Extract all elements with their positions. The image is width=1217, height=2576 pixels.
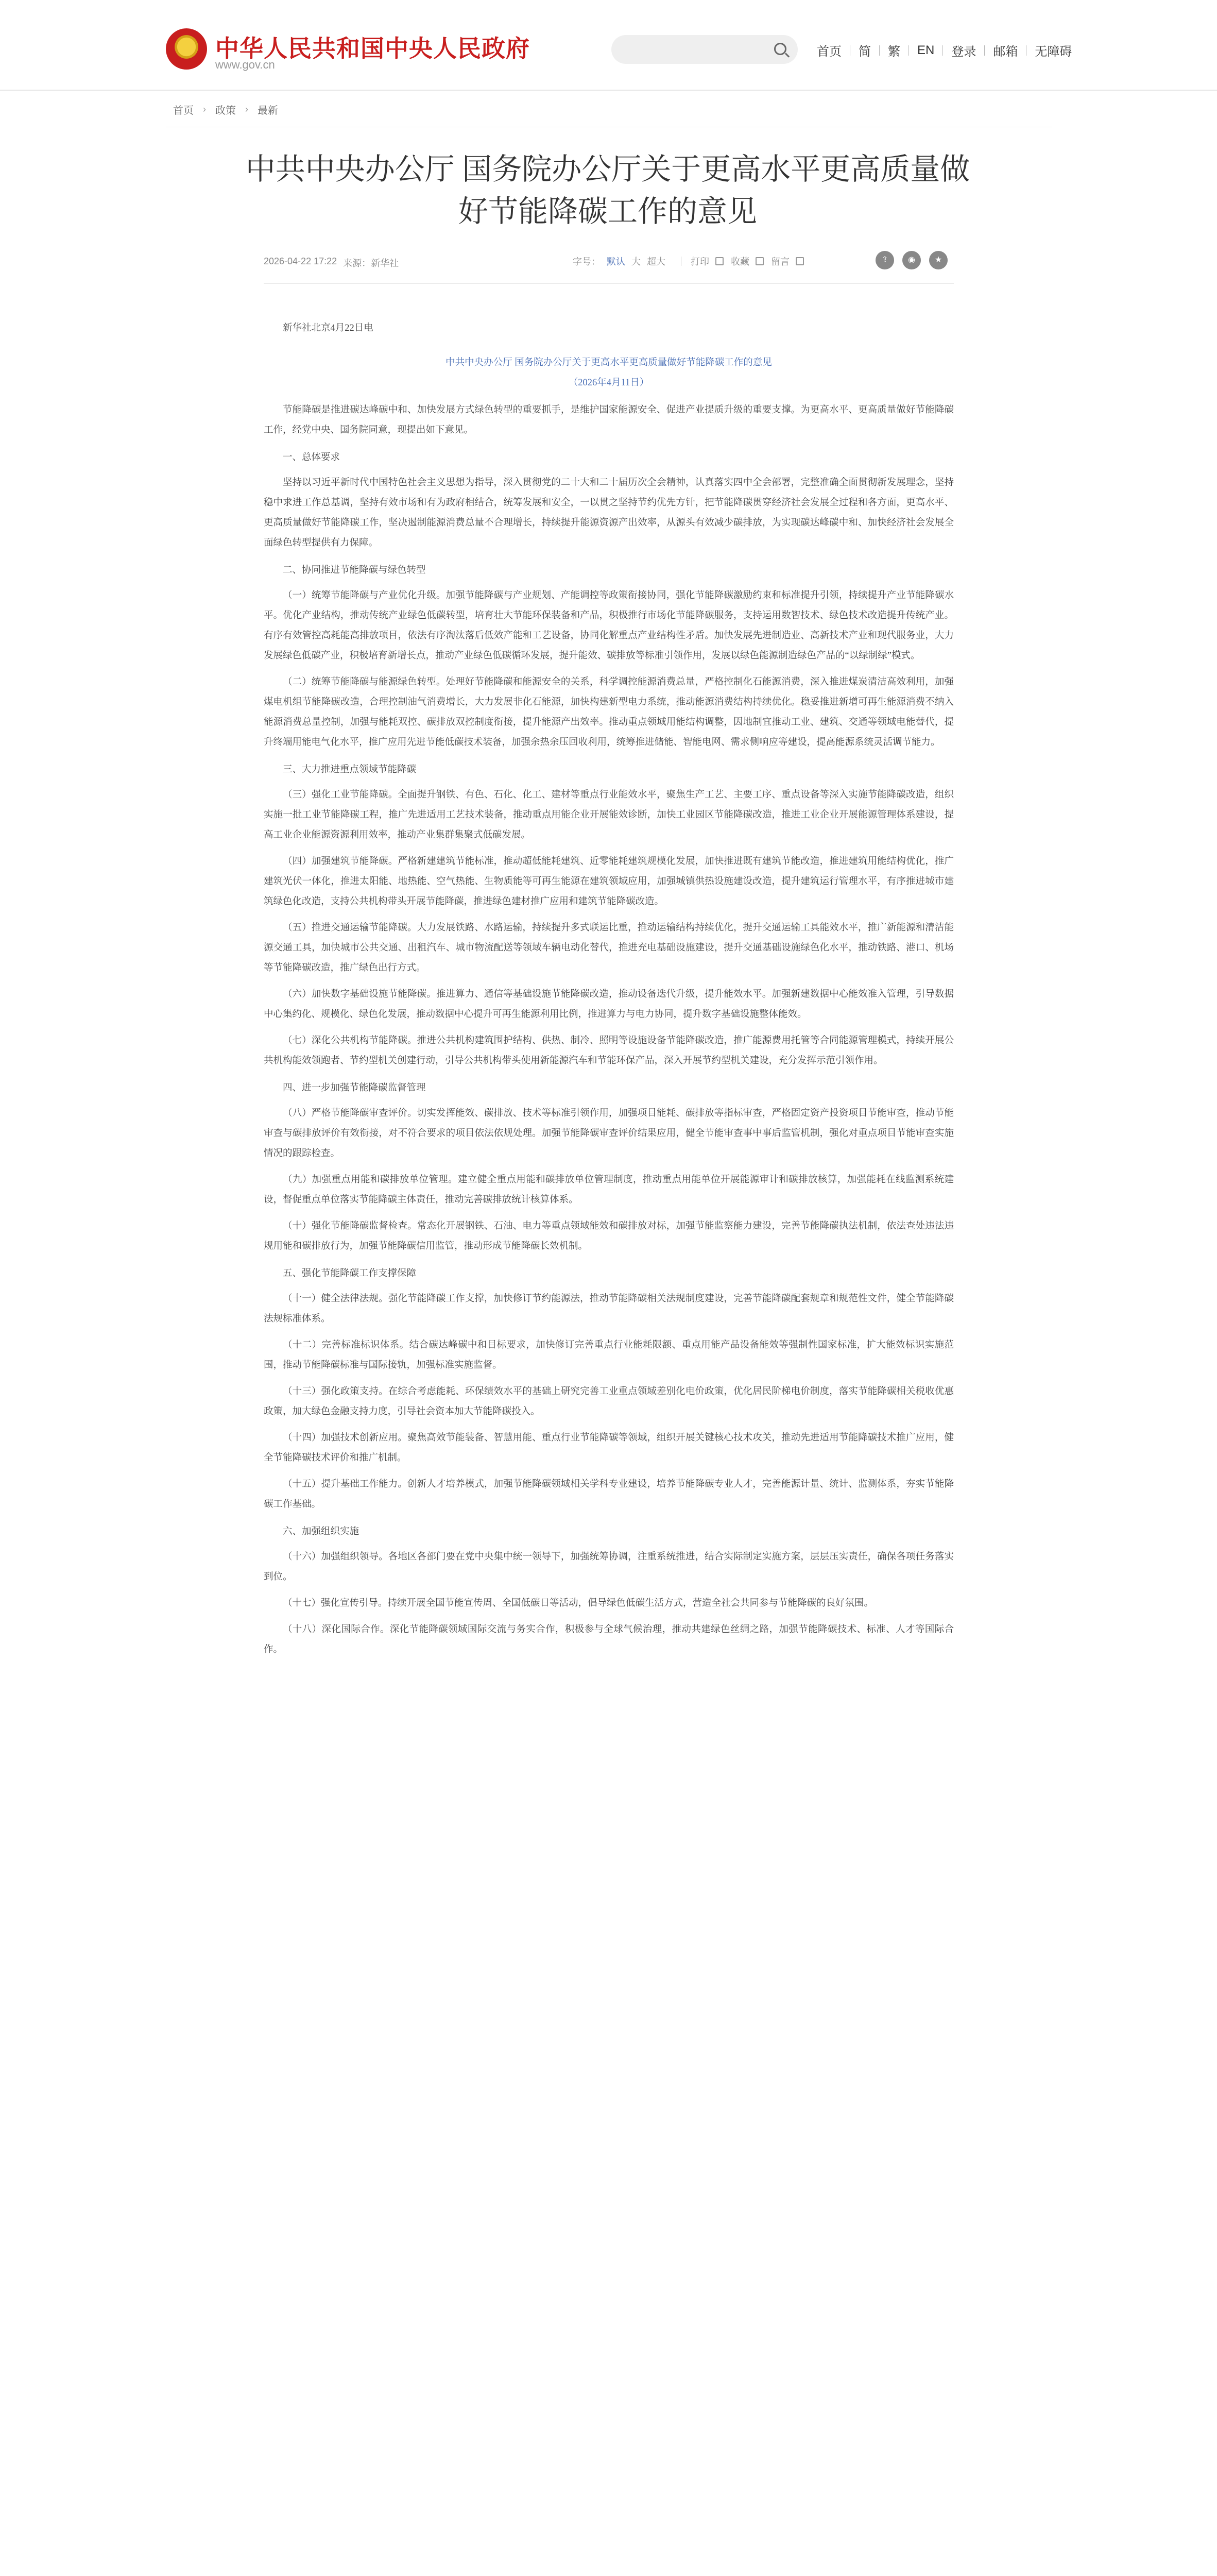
- site-header: [0, 0, 1217, 91]
- top-nav: [809, 41, 1080, 59]
- chevron-right-icon: ›: [203, 104, 206, 114]
- section-heading: 四、进一步加强节能降碳监督管理: [283, 1083, 426, 1093]
- section-heading: 五、强化节能降碳工作支撑保障: [283, 1268, 417, 1279]
- search-input[interactable]: [622, 40, 766, 59]
- divider: [264, 283, 954, 284]
- dateline: 新华社北京4月22日电: [283, 323, 373, 333]
- source-label: 来源：: [343, 258, 371, 268]
- nav-mail[interactable]: 邮箱: [993, 45, 1018, 59]
- font-default-button[interactable]: 默认: [607, 257, 625, 267]
- paragraph: （十四）加强技术创新应用。聚焦高效节能装备、智慧用能、重点行业节能降碳等领域，组织开展关键核心技术攻关，推动先进适用节能降碳技术推广应用，健全节能降碳技术评价和推广机制。: [264, 1433, 954, 1463]
- nav-login[interactable]: 登录: [951, 45, 976, 59]
- font-xlarge-button[interactable]: 超大: [647, 257, 665, 267]
- paragraph: 坚持以习近平新时代中国特色社会主义思想为指导，深入贯彻党的二十大和二十届历次全会精神，认真落实四中全会部署，完整准确全面贯彻新发展理念，坚持稳中求进工作总基调，坚持有效市场和有为政府相结合，统筹发展和安全，一以贯之坚持节约优先方针，把节能降碳贯穿经济社会发展全过程和各方面，更高水平、更高质量做好节能降碳工作，坚决遏制能源消费总量不合理增长，持续提升能源资源产出效率，从源头有效减少碳排放，为实现碳达峰碳中和、加快经济社会发展全面绿色转型提供有力保障。: [264, 478, 954, 548]
- print-icon[interactable]: [715, 257, 724, 265]
- paragraph: （十）强化节能降碳监督检查。常态化开展钢铁、石油、电力等重点领域能效和碳排放对标，加强节能监察能力建设，完善节能降碳执法机制，依法查处违法违规用能和碳排放行为，加强节能降碳信用监管，推动形成节能降碳长效机制。: [264, 1221, 954, 1251]
- paragraph: （十二）完善标准标识体系。结合碳达峰碳中和目标要求，加快修订完善重点行业能耗限额、重点用能产品设备能效等强制性国家标准，扩大能效标识实施范围，推动节能降碳标准与国际接轨，加强标准实施监督。: [264, 1340, 954, 1370]
- paragraph: （十五）提升基础工作能力。创新人才培养模式，加强节能降碳领域相关学科专业建设，培养节能降碳专业人才，完善能源计量、统计、监测体系，夯实节能降碳工作基础。: [264, 1479, 954, 1510]
- wechat-icon[interactable]: ◉: [902, 251, 921, 269]
- section-heading: 二、协同推进节能降碳与绿色转型: [283, 565, 426, 575]
- breadcrumb-policy[interactable]: 政策: [215, 105, 236, 116]
- section-heading: 一、总体要求: [283, 452, 340, 463]
- paragraph: （十六）加强组织领导。各地区各部门要在党中央集中统一领导下，加强统筹协调，注重系统推进，结合实际制定实施方案，层层压实责任，确保各项任务落实到位。: [264, 1552, 954, 1582]
- print-button[interactable]: 打印: [691, 257, 709, 267]
- article-tools: [573, 255, 811, 268]
- link-icon[interactable]: [796, 257, 804, 265]
- article-content: [264, 318, 954, 1666]
- share-bar: [876, 251, 948, 269]
- paragraph: （四）加强建筑节能降碳。严格新建建筑节能标准，推动超低能耗建筑、近零能耗建筑规模化发展，加快推进既有建筑节能改造，推进建筑用能结构优化，推广建筑光伏一体化，推进太阳能、地热能、空气热能、生物质能等可再生能源在建筑领域应用，加强城镇供热设施建设改造，提升建筑运行管理水平，有序推进城市建筑绿色化改造，支持公共机构带头开展节能降碳，推进绿色建材推广应用和建筑节能降碳改造。: [264, 856, 954, 907]
- paragraph: （一）统筹节能降碳与产业优化升级。加强节能降碳与产业规划、产能调控等政策衔接协同，强化节能降碳激励约束和标准提升引领，持续提升产业节能降碳水平。优化产业结构，推动传统产业绿色低碳转型，培育壮大节能环保装备和产品，积极推行市场化节能降碳服务，支持运用数智技术、绿色技术改造提升传统产业。有序有效管控高耗能高排放项目，依法有序淘汰落后低效产能和工艺设备，协同化解重点产业结构性矛盾。加快发展先进制造业、高新技术产业和现代服务业，大力发展绿色低碳产业，积极培育新增长点，推动产业绿色低碳循环发展，提升能效、碳排放等标准引领作用，发展以绿色能源制造绿色产品的“以绿制绿”模式。: [264, 590, 954, 661]
- chevron-right-icon: ›: [245, 104, 248, 114]
- site-url: www.gov.cn: [215, 58, 275, 71]
- paragraph: （三）强化工业节能降碳。全面提升钢铁、有色、石化、化工、建材等重点行业能效水平，聚焦生产工艺、主要工序、重点设备等深入实施节能降碳改造，组织实施一批工业节能降碳工程，推广先进适用工艺技术装备，推动重点用能企业开展能效诊断，加快工业园区节能降碳改造，推进工业企业开展能源管理体系建设，提高工业企业能源资源利用效率，推动产业集群集聚式低碳发展。: [264, 790, 954, 840]
- share-icon[interactable]: ⇪: [876, 251, 894, 269]
- breadcrumb-latest[interactable]: 最新: [258, 105, 278, 116]
- section-heading: 三、大力推进重点领域节能降碳: [283, 765, 417, 775]
- paragraph: （十三）强化政策支持。在综合考虑能耗、环保绩效水平的基础上研究完善工业重点领域差别化电价政策，优化居民阶梯电价制度，落实节能降碳相关税收优惠政策，加大绿色金融支持力度，引导社会资本加大节能降碳投入。: [264, 1386, 954, 1417]
- paragraph: （二）统筹节能降碳与能源绿色转型。处理好节能降碳和能源安全的关系，科学调控能源消费总量，严格控制化石能源消费，深入推进煤炭清洁高效利用，加强煤电机组节能降碳改造，合理控制油气消费增长，大力发展非化石能源，加快构建新型电力系统，推动能源消费结构持续优化。稳妥推进新增可再生能源消费不纳入能源消费总量控制，加强与能耗双控、碳排放双控制度衔接，提升能源产出效率。推动重点领域用能结构调整，因地制宜推动工业、建筑、交通等领域电能替代，提升终端用能电气化水平，推广应用先进节能低碳技术装备，加强余热余压回收利用，统筹推进储能、智能电网、需求侧响应等建设，提高能源系统灵活调节能力。: [264, 677, 954, 748]
- breadcrumb: [173, 102, 278, 117]
- breadcrumb-home[interactable]: 首页: [173, 105, 194, 116]
- message-button[interactable]: 留言: [771, 257, 790, 267]
- search-icon[interactable]: [774, 43, 786, 55]
- title-line-2: 好节能降碳工作的意见: [458, 195, 757, 228]
- font-size-label: 字号：: [573, 257, 601, 267]
- font-large-button[interactable]: 大: [631, 257, 641, 267]
- nav-accessibility[interactable]: 无障碍: [1035, 45, 1072, 59]
- nav-simplified[interactable]: 简: [859, 45, 871, 59]
- paragraph: （十八）深化国际合作。深化节能降碳领域国际交流与务实合作，积极参与全球气候治理，推动共建绿色丝绸之路，加强节能降碳技术、标准、人才等国际合作。: [264, 1624, 954, 1655]
- source-value: 新华社: [371, 258, 399, 268]
- star-icon[interactable]: [756, 257, 764, 265]
- paragraph: （七）深化公共机构节能降碳。推进公共机构建筑围护结构、供热、制冷、照明等设施设备节能降碳改造，推广能源费用托管等合同能源管理模式，持续开展公共机构能效领跑者、节约型机关创建行动，引导公共机构带头使用新能源汽车和节能环保产品，深入开展节约型机关建设，充分发挥示范引领作用。: [264, 1036, 954, 1066]
- article-meta: [264, 256, 399, 269]
- paragraph: （五）推进交通运输节能降碳。大力发展铁路、水路运输，持续提升多式联运比重，推动运输结构持续优化，提升交通运输工具能效水平，推广新能源和清洁能源交通工具，加快城市公共交通、出租汽车、城市物流配送等领域车辆电动化替代，推进充电基础设施建设，提升交通基础设施绿色化水平，推动铁路、港口、机场等节能降碳改造，推广绿色出行方式。: [264, 923, 954, 973]
- paragraph: （九）加强重点用能和碳排放单位管理。建立健全重点用能和碳排放单位管理制度，推动重点用能单位开展能源审计和碳排放核算，加强能耗在线监测系统建设，督促重点单位落实节能降碳主体责任，推动完善碳排放统计核算体系。: [264, 1175, 954, 1205]
- paragraph: 节能降碳是推进碳达峰碳中和、加快发展方式绿色转型的重要抓手，是维护国家能源安全、促进产业提质升级的重要支撑。为更高水平、更高质量做好节能降碳工作，经党中央、国务院同意，现提出如下意见。: [264, 405, 954, 435]
- publish-date: 2026-04-22 17:22: [264, 256, 337, 266]
- collect-button[interactable]: 收藏: [731, 257, 749, 267]
- document-date: （2026年4月11日）: [568, 378, 649, 388]
- site-title[interactable]: 中华人民共和国中央人民政府: [215, 35, 530, 62]
- paragraph: （十七）强化宣传引导。持续开展全国节能宣传周、全国低碳日等活动，倡导绿色低碳生活方式，营造全社会共同参与节能降碳的良好氛围。: [283, 1598, 874, 1608]
- page-title: [216, 148, 999, 233]
- nav-traditional[interactable]: 繁: [888, 45, 900, 59]
- national-emblem-icon[interactable]: [166, 28, 207, 70]
- weibo-icon[interactable]: ★: [929, 251, 948, 269]
- document-title: 中共中央办公厅 国务院办公厅关于更高水平更高质量做好节能降碳工作的意见: [445, 358, 772, 368]
- paragraph: （十一）健全法律法规。强化节能降碳工作支撑，加快修订节约能源法，推动节能降碳相关法规制度建设，完善节能降碳配套规章和规范性文件，健全节能降碳法规标准体系。: [264, 1294, 954, 1324]
- nav-home[interactable]: 首页: [817, 45, 842, 59]
- section-heading: 六、加强组织实施: [283, 1527, 359, 1537]
- title-line-1: 中共中央办公厅 国务院办公厅关于更高水平更高质量做: [245, 152, 970, 186]
- paragraph: （六）加快数字基础设施节能降碳。推进算力、通信等基础设施节能降碳改造，推动设备迭代升级，提升能效水平。加强新建数据中心能效准入管理，引导数据中心集约化、规模化、绿色化发展，推动数据中心提升可再生能源利用比例，推进算力与电力协同，提升数字基础设施整体能效。: [264, 989, 954, 1020]
- search-box[interactable]: [611, 35, 798, 64]
- nav-english[interactable]: EN: [917, 43, 935, 57]
- paragraph: （八）严格节能降碳审查评价。切实发挥能效、碳排放、技术等标准引领作用，加强项目能耗、碳排放等指标审查，严格固定资产投资项目节能审查，推动节能审查与碳排放评价有效衔接，对不符合要求的项目依法依规处理。加强节能降碳审查评价结果应用，健全节能审查事中事后监管机制，强化对重点项目节能审查实施情况的跟踪检查。: [264, 1108, 954, 1159]
